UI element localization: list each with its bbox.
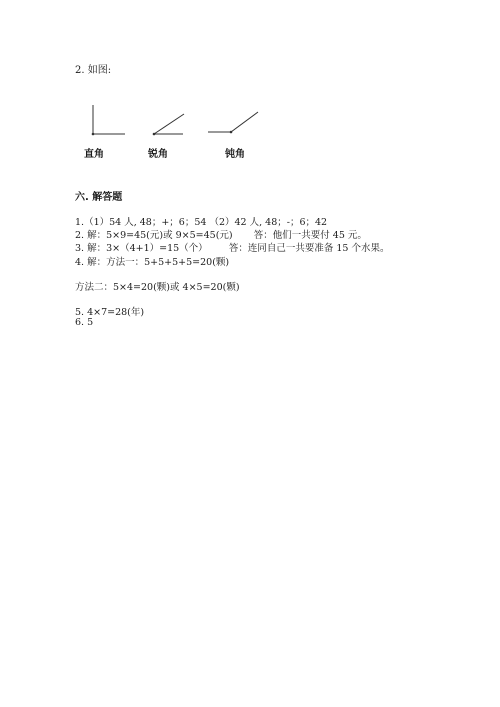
- answer-line-7: 6. 5: [75, 317, 94, 328]
- acute-angle-label: 锐角: [148, 149, 168, 160]
- angle-figures: [80, 98, 280, 164]
- answer-line-2: 2. 解：5×9=45(元)或 9×5=45(元) 答：他们一共要付 45 元。: [75, 230, 367, 241]
- answer-line-1: 1.（1）54 人, 48；+；6；54 （2）42 人, 48；-；6；42: [75, 217, 328, 228]
- answer-line-6: 5. 4×7=28(年): [75, 307, 145, 318]
- answer-line-3: 3. 解：3×（4+1）=15（个） 答：连同自己一共要准备 15 个水果。: [75, 243, 390, 254]
- question-2-label: 2. 如图:: [75, 65, 112, 76]
- acute-angle-slanted-ray: [154, 114, 184, 134]
- angle-drawings: [80, 98, 280, 143]
- right-angle-label: 直角: [84, 149, 104, 160]
- answer-line-5: 方法二：5×4=20(颗)或 4×5=20(颗): [75, 282, 240, 293]
- acute-angle-figure: [153, 114, 184, 135]
- obtuse-angle-figure: [208, 112, 258, 133]
- obtuse-angle-slanted-ray: [231, 112, 258, 132]
- obtuse-angle-label: 钝角: [225, 149, 245, 160]
- right-angle-figure: [92, 105, 125, 135]
- section-title: 六. 解答题: [75, 192, 123, 203]
- answer-line-4: 4. 解：方法一：5+5+5+5=20(颗): [75, 257, 230, 268]
- right-angle-vertex: [92, 133, 95, 136]
- obtuse-angle-vertex: [230, 131, 233, 134]
- acute-angle-vertex: [153, 133, 156, 136]
